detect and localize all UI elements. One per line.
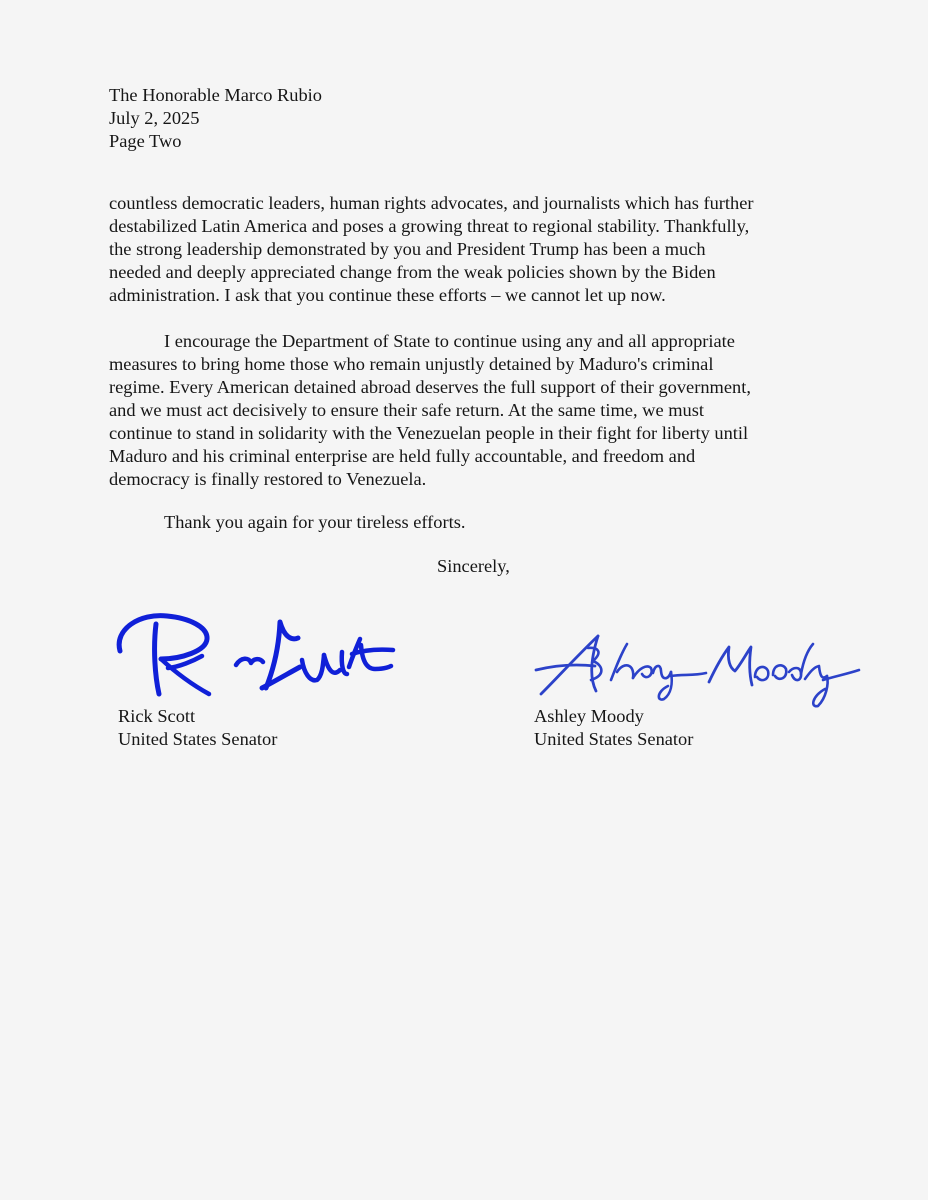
signature-strokes (119, 616, 393, 694)
body-line: regime. Every American detained abroad deserves the full support of their government, (109, 377, 751, 397)
page-number-line: Page Two (109, 131, 182, 151)
letter-header (109, 84, 322, 153)
recipient-line: The Honorable Marco Rubio (109, 85, 322, 105)
signature-strokes (536, 636, 859, 706)
closing-salutation: Sincerely, (437, 556, 510, 576)
body-line: administration. I ask that you continue these efforts – we cannot let up now. (109, 285, 666, 305)
rick-scott-signature (112, 610, 397, 702)
body-line: countless democratic leaders, human rights advocates, and journalists which has further (109, 193, 754, 213)
body-line: destabilized Latin America and poses a growing threat to regional stability. Thankfully, (109, 216, 750, 236)
signer-name: Rick Scott (118, 706, 196, 726)
signer-title: United States Senator (534, 729, 694, 749)
body-line: the strong leadership demonstrated by you and President Trump has been a much (109, 239, 706, 259)
body-line: democracy is finally restored to Venezuela. (109, 469, 427, 489)
body-line: I encourage the Department of State to continue using any and all appropriate (164, 331, 735, 351)
signer-name: Ashley Moody (534, 706, 644, 726)
signer-title: United States Senator (118, 729, 278, 749)
body-line: Maduro and his criminal enterprise are held fully accountable, and freedom and (109, 446, 696, 466)
date-line: July 2, 2025 (109, 108, 200, 128)
body-line: measures to bring home those who remain unjustly detained by Maduro's criminal (109, 354, 714, 374)
body-line: needed and deeply appreciated change from the weak policies shown by the Biden (109, 262, 716, 282)
ashley-moody-signature (533, 628, 863, 710)
body-line: continue to stand in solidarity with the Venezuelan people in their fight for liberty until (109, 423, 749, 443)
body-line: Thank you again for your tireless efforts. (164, 512, 466, 532)
body-line: and we must act decisively to ensure their safe return. At the same time, we must (109, 400, 704, 420)
